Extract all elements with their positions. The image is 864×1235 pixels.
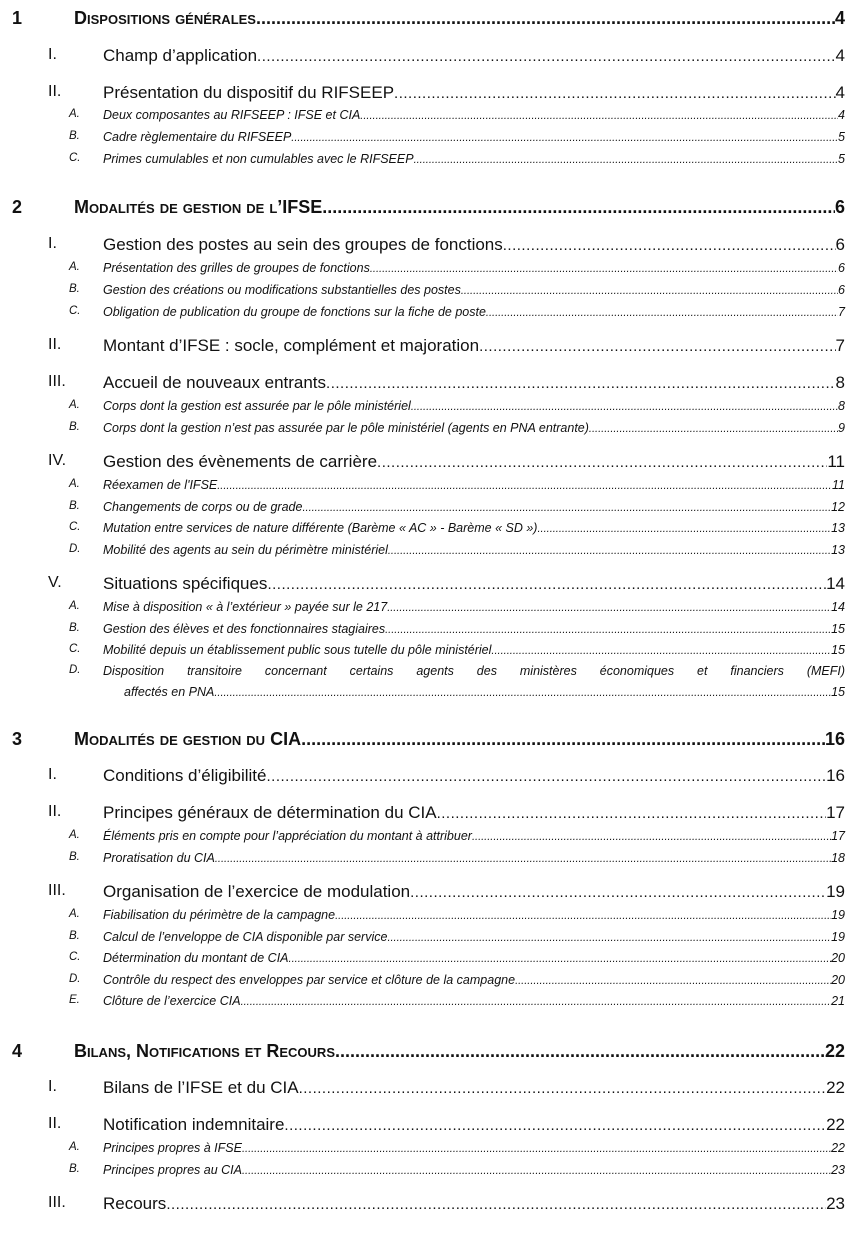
toc-page-number: 20 — [831, 951, 845, 965]
dot-leader — [387, 602, 831, 614]
toc-entry[interactable] — [103, 521, 845, 535]
toc-entry-title: Mise à disposition « à l’extérieur » payée sur le 217 — [103, 600, 388, 614]
toc-entry-title: Changements de corps ou de grade — [103, 500, 303, 514]
dot-leader — [242, 1143, 831, 1155]
toc-entry[interactable] — [103, 994, 845, 1008]
toc-entry[interactable] — [103, 1194, 845, 1214]
toc-entry-number: IV. — [48, 452, 67, 470]
toc-page-number: 6 — [838, 283, 845, 297]
toc-entry[interactable] — [103, 574, 845, 594]
toc-entry-number: A. — [69, 261, 80, 273]
toc-page-number: 19 — [831, 930, 845, 944]
toc-page-number: 23 — [831, 1163, 845, 1177]
toc-entry-number: B. — [69, 622, 80, 634]
toc-page-number: 22 — [826, 1078, 845, 1098]
toc-page-number: 5 — [838, 152, 845, 166]
toc-entry[interactable] — [103, 829, 845, 843]
toc-entry-number: A. — [69, 829, 80, 841]
toc-entry[interactable] — [103, 973, 845, 987]
toc-entry-number: C. — [69, 152, 81, 164]
toc-entry-title: Corps dont la gestion n’est pas assurée par le pôle ministériel (agents en PNA entrante) — [103, 421, 589, 435]
dot-leader — [291, 132, 838, 144]
toc-entry-number: B. — [69, 930, 80, 942]
toc-entry-title: Primes cumulables et non cumulables avec le RIFSEEP — [103, 152, 414, 166]
toc-entry-title: Recours — [103, 1194, 167, 1214]
dot-leader — [166, 1196, 826, 1213]
toc-entry-number: B. — [69, 130, 80, 142]
toc-entry[interactable] — [103, 305, 845, 319]
dot-leader — [241, 996, 832, 1008]
dot-leader — [472, 831, 831, 843]
dot-leader — [335, 910, 831, 922]
toc-page-number: 7 — [835, 336, 845, 356]
toc-entry-number: A. — [69, 1141, 80, 1153]
toc-entry-number: B. — [69, 283, 80, 295]
toc-page-number: 12 — [831, 500, 845, 514]
toc-entry-number: B. — [69, 851, 80, 863]
toc-entry-title: Principes propres au CIA — [103, 1163, 242, 1177]
toc-entry-title: Fiabilisation du périmètre de la campagne — [103, 908, 336, 922]
toc-page-number: 11 — [827, 452, 845, 472]
toc-entry[interactable] — [124, 685, 845, 699]
toc-entry[interactable] — [74, 1041, 845, 1062]
toc-entry-title: Organisation de l’exercice de modulation — [103, 882, 411, 902]
toc-entry[interactable] — [74, 8, 845, 29]
toc-entry-number: E. — [69, 994, 80, 1006]
toc-entry[interactable] — [103, 452, 845, 472]
toc-page-number: 11 — [832, 478, 845, 492]
toc-entry[interactable] — [103, 235, 845, 255]
toc-entry-title[interactable]: Disposition transitoire concernant certains agents des ministères économiques et financiers (MEFI) — [103, 664, 845, 678]
toc-entry-title: Notification indemnitaire — [103, 1115, 285, 1135]
toc-entry-number: A. — [69, 600, 80, 612]
toc-page-number: 15 — [831, 622, 845, 636]
toc-entry-number: B. — [69, 500, 80, 512]
toc-entry[interactable] — [103, 478, 845, 492]
toc-entry-number: C. — [69, 305, 81, 317]
toc-entry-number: B. — [69, 421, 80, 433]
dot-leader — [326, 375, 835, 392]
toc-entry[interactable] — [103, 882, 845, 902]
dot-leader — [491, 645, 831, 657]
toc-entry-title: Bilans, Notifications et Recours — [74, 1040, 335, 1061]
toc-entry-title: Détermination du montant de CIA — [103, 951, 289, 965]
toc-entry-number: I. — [48, 46, 57, 64]
dot-leader — [503, 237, 836, 254]
toc-page-number: 19 — [826, 882, 845, 902]
toc-page-number: 17 — [826, 803, 845, 823]
toc-page-number: 13 — [831, 543, 845, 557]
toc-page-number: 15 — [831, 685, 845, 699]
toc-entry[interactable] — [103, 930, 845, 944]
toc-entry[interactable] — [103, 803, 845, 823]
toc-entry[interactable] — [103, 46, 845, 66]
toc-page-number: 9 — [838, 421, 845, 435]
toc-entry-title: Présentation des grilles de groupes de fonctions — [103, 261, 370, 275]
toc-page-number: 15 — [831, 643, 845, 657]
toc-entry-number: C. — [69, 951, 81, 963]
toc-entry-title: Mutation entre services de nature différente (Barème « AC » - Barème « SD ») — [103, 521, 538, 535]
toc-entry-title: Cadre règlementaire du RIFSEEP — [103, 130, 292, 144]
toc-entry-number: C. — [69, 521, 81, 533]
toc-entry-number: II. — [48, 83, 62, 101]
toc-entry-title: Proratisation du CIA — [103, 851, 215, 865]
toc-entry-title: Principes généraux de détermination du CIA — [103, 803, 437, 823]
toc-entry-number: A. — [69, 399, 80, 411]
toc-entry-number: C. — [69, 643, 81, 655]
toc-entry-title: Réexamen de l'IFSE — [103, 478, 218, 492]
toc-entry[interactable] — [103, 643, 845, 657]
toc-entry[interactable] — [103, 543, 845, 557]
toc-entry[interactable] — [103, 951, 845, 965]
toc-entry[interactable] — [103, 261, 845, 275]
toc-entry[interactable] — [74, 197, 845, 218]
toc-entry-title: Éléments pris en compte pour l’appréciation du montant à attribuer — [103, 829, 472, 843]
toc-entry-title: Gestion des postes au sein des groupes de fonctions — [103, 235, 503, 255]
toc-page-number: 6 — [838, 261, 845, 275]
toc-entry[interactable] — [103, 1115, 845, 1135]
toc-entry[interactable] — [103, 336, 845, 356]
toc-entry[interactable] — [103, 622, 845, 636]
toc-entry[interactable] — [103, 1141, 845, 1155]
toc-entry[interactable] — [103, 1078, 845, 1098]
dot-leader — [370, 263, 838, 275]
toc-entry-number: 3 — [12, 728, 23, 749]
dot-leader — [257, 48, 835, 65]
toc-page-number: 8 — [838, 399, 845, 413]
toc-entry-number: A. — [69, 108, 80, 120]
toc-page-number: 13 — [831, 521, 845, 535]
dot-leader — [394, 85, 835, 102]
toc-entry-title: Champ d’application — [103, 46, 258, 66]
toc-entry-title: Deux composantes au RIFSEEP : IFSE et CIA — [103, 108, 361, 122]
toc-entry[interactable] — [103, 851, 845, 865]
dot-leader — [215, 853, 831, 865]
toc-entry-number: III. — [48, 373, 66, 391]
toc-entry[interactable] — [103, 152, 845, 166]
dot-leader — [387, 932, 831, 944]
dot-leader — [242, 1165, 831, 1177]
toc-entry-number: 2 — [12, 196, 23, 217]
toc-entry-number: V. — [48, 574, 62, 592]
toc-page-number: 14 — [831, 600, 845, 614]
toc-page-number: 5 — [838, 130, 845, 144]
toc-entry-number: A. — [69, 478, 80, 490]
dot-leader — [515, 975, 831, 987]
toc-entry-number: II. — [48, 803, 62, 821]
toc-page-number: 14 — [826, 574, 845, 594]
toc-entry-number: D. — [69, 973, 81, 985]
toc-entry-title: Contrôle du respect des enveloppes par service et clôture de la campagne — [103, 973, 516, 987]
toc-entry-number: A. — [69, 908, 80, 920]
dot-leader — [256, 8, 835, 29]
toc-entry[interactable] — [103, 283, 845, 297]
dot-leader — [589, 423, 838, 435]
toc-entry-title: Principes propres à IFSE — [103, 1141, 242, 1155]
toc-entry-number: III. — [48, 882, 66, 900]
toc-page-number: 18 — [831, 851, 845, 865]
dot-leader — [214, 687, 831, 699]
toc-entry-title: Gestion des élèves et des fonctionnaires stagiaires — [103, 622, 386, 636]
toc-page-number: 8 — [835, 373, 845, 393]
toc-entry[interactable] — [103, 399, 845, 413]
toc-entry-title: Gestion des évènements de carrière — [103, 452, 378, 472]
dot-leader — [537, 523, 831, 535]
toc-entry-title: Bilans de l’IFSE et du CIA — [103, 1078, 299, 1098]
toc-entry[interactable] — [103, 83, 845, 103]
toc-entry[interactable] — [103, 421, 845, 435]
dot-leader — [411, 401, 838, 413]
toc-entry-title-continued: affectés en PNA — [124, 685, 215, 699]
toc-entry-title: Dispositions générales — [74, 7, 256, 28]
toc-page-number: 4 — [838, 108, 845, 122]
toc-entry-number: B. — [69, 1163, 80, 1175]
toc-page-number: 6 — [834, 196, 845, 217]
dot-leader — [410, 884, 826, 901]
toc-page-number: 17 — [831, 829, 845, 843]
toc-entry[interactable] — [103, 600, 845, 614]
toc-entry-title: Conditions d’éligibilité — [103, 766, 267, 786]
dot-leader — [289, 953, 832, 965]
toc-entry[interactable] — [103, 1163, 845, 1177]
toc-entry-title: Situations spécifiques — [103, 574, 268, 594]
dot-leader — [437, 805, 826, 822]
dot-leader — [299, 1080, 826, 1097]
dot-leader — [284, 1117, 826, 1134]
toc-page-number: 4 — [835, 83, 845, 103]
toc-entry-number: 1 — [12, 7, 23, 28]
dot-leader — [322, 197, 835, 218]
toc-entry-title: Présentation du dispositif du RIFSEEP — [103, 83, 395, 103]
dot-leader — [486, 307, 838, 319]
toc-entry-number: III. — [48, 1194, 66, 1212]
toc-entry-number: D. — [69, 543, 81, 555]
dot-leader — [479, 338, 835, 355]
dot-leader — [302, 502, 831, 514]
toc-entry-number: II. — [48, 336, 62, 354]
dot-leader — [385, 624, 831, 636]
toc-entry-title: Gestion des créations ou modifications substantielles des postes — [103, 283, 461, 297]
dot-leader — [360, 110, 838, 122]
toc-entry[interactable] — [74, 729, 845, 750]
dot-leader — [217, 480, 832, 492]
toc-entry-title: Montant d’IFSE : socle, complément et majoration — [103, 336, 480, 356]
toc-entry[interactable] — [103, 108, 845, 122]
toc-entry[interactable] — [103, 766, 845, 786]
toc-page-number: 19 — [831, 908, 845, 922]
toc-entry[interactable] — [103, 908, 845, 922]
toc-page-number: 16 — [826, 766, 845, 786]
dot-leader — [388, 545, 831, 557]
toc-page-number: 21 — [831, 994, 845, 1008]
toc-entry[interactable] — [103, 500, 845, 514]
toc-page-number: 22 — [831, 1141, 845, 1155]
toc-entry-title: Corps dont la gestion est assurée par le pôle ministériel — [103, 399, 411, 413]
toc-page-number: 23 — [826, 1194, 845, 1214]
toc-entry-title: Mobilité depuis un établissement public sous tutelle du pôle ministériel — [103, 643, 492, 657]
toc-page-number: 4 — [835, 46, 845, 66]
dot-leader — [335, 1041, 825, 1062]
toc-page-number: 7 — [838, 305, 845, 319]
toc-entry-number: D. — [69, 664, 81, 676]
toc-page-number: 16 — [824, 728, 845, 749]
toc-entry-title: Modalités de gestion du CIA — [74, 728, 302, 749]
toc-entry-title: Accueil de nouveaux entrants — [103, 373, 327, 393]
toc-page-number: 22 — [824, 1040, 845, 1061]
toc-entry-number: II. — [48, 1115, 62, 1133]
toc-entry-title: Modalités de gestion de l’IFSE — [74, 196, 323, 217]
toc-page-number: 22 — [826, 1115, 845, 1135]
toc-entry-title: Mobilité des agents au sein du périmètre ministériel — [103, 543, 388, 557]
toc-page-number: 4 — [834, 7, 845, 28]
toc-page-number: 20 — [831, 973, 845, 987]
toc-entry-title: Clôture de l’exercice CIA — [103, 994, 241, 1008]
toc-entry-number: 4 — [12, 1040, 23, 1061]
dot-leader — [266, 768, 826, 785]
toc-entry[interactable] — [103, 373, 845, 393]
toc-entry-title: Obligation de publication du groupe de fonctions sur la fiche de poste — [103, 305, 486, 319]
dot-leader — [461, 285, 838, 297]
dot-leader — [414, 154, 838, 166]
toc-entry-number: I. — [48, 766, 57, 784]
toc-entry-number: I. — [48, 235, 57, 253]
dot-leader — [377, 454, 827, 471]
toc-entry[interactable] — [103, 130, 845, 144]
toc-entry-number: I. — [48, 1078, 57, 1096]
dot-leader — [301, 729, 825, 750]
toc-page-number: 6 — [835, 235, 845, 255]
toc-entry-title: Calcul de l’enveloppe de CIA disponible par service — [103, 930, 388, 944]
dot-leader — [267, 576, 826, 593]
